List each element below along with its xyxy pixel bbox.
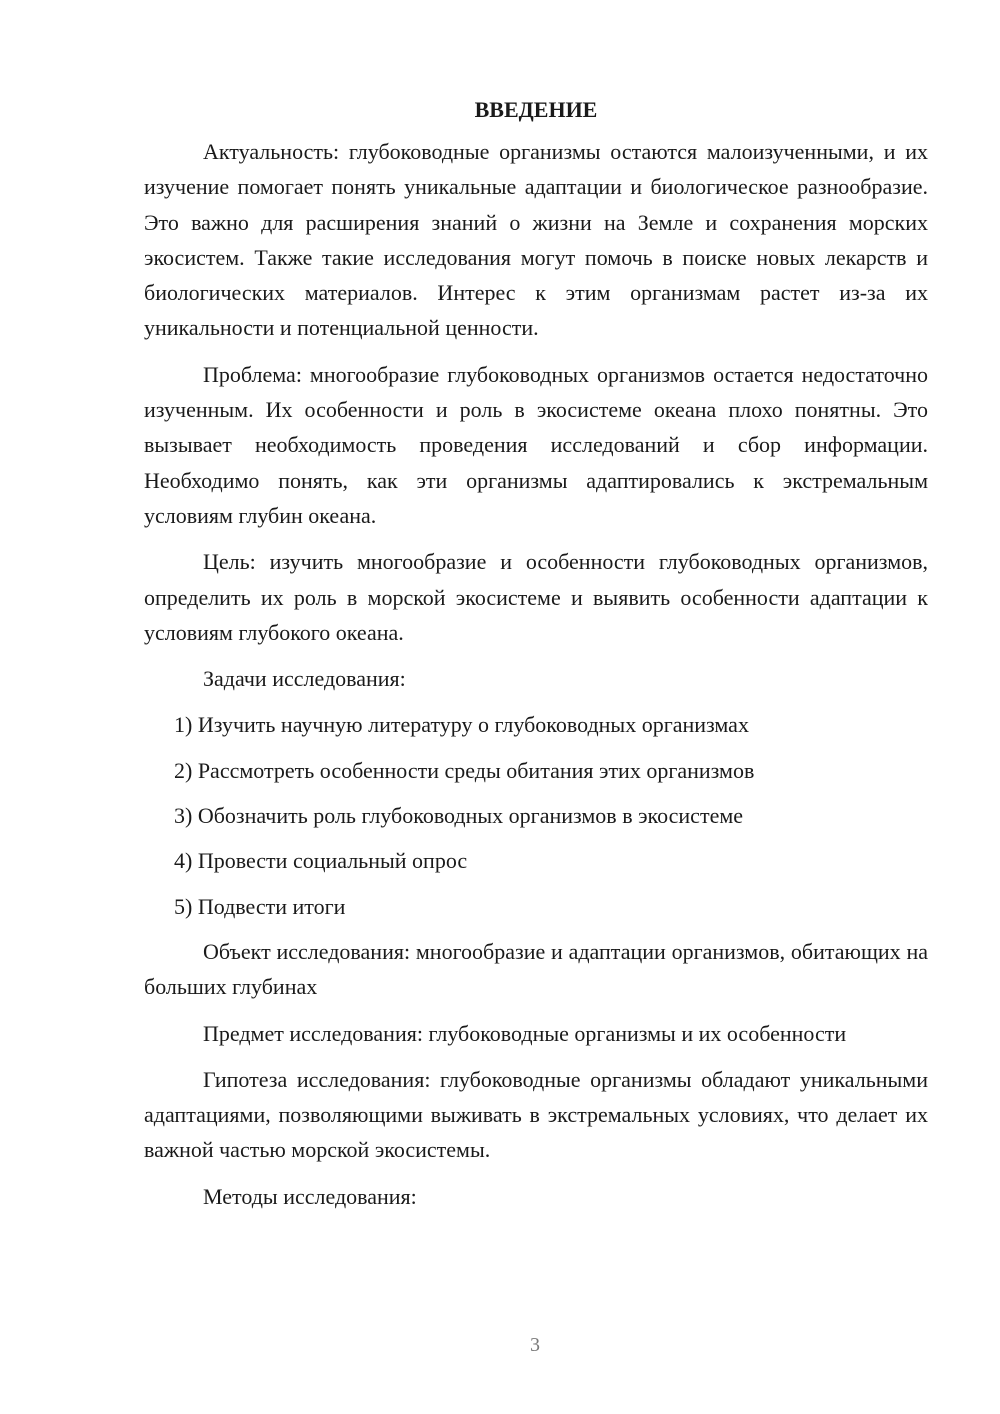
paragraph-problem: Проблема: многообразие глубоководных организмов остается недостаточно изученным. Их особенности и роль в экосистеме океана плохо понятны. Это вызывает необходимость проведения исследований и сбор информации. Необходимо понять, как эти организмы адаптировались к экстремальным условиям глубин океана. bbox=[144, 361, 928, 528]
tasks-list bbox=[144, 707, 928, 923]
list-item: 4) Провести социальный опрос bbox=[174, 848, 468, 874]
paragraph-goal: Цель: изучить многообразие и особенности глубоководных организмов, определить их роль в морской экосистеме и выявить особенности адаптации к условиям глубокого океана. bbox=[144, 549, 928, 645]
paragraph-methods-title: Методы исследования: bbox=[203, 1183, 417, 1209]
list-item: 5) Подвести итоги bbox=[174, 893, 346, 919]
list-item: 3) Обозначить роль глубоководных организмов в экосистеме bbox=[174, 803, 744, 829]
paragraph-subject: Предмет исследования: глубоководные организмы и их особенности bbox=[203, 1020, 847, 1046]
list-item: 1) Изучить научную литературу о глубоководных организмах bbox=[174, 712, 749, 738]
section-heading: ВВЕДЕНИЕ bbox=[474, 97, 598, 122]
paragraph-hypothesis: Гипотеза исследования: глубоководные организмы обладают уникальными адаптациями, позволяющими выживать в экстремальных условиях, что делает их важной частью морской экосистемы. bbox=[144, 1066, 928, 1163]
paragraph-relevance: Актуальность: глубоководные организмы остаются малоизученными, и их изучение помогает понять уникальные адаптации и биологическое разнообразие. Это важно для расширения знаний о жизни на Земле и сохранения морских экосистем. Также такие исследования могут помочь в поиске новых лекарств и биологических материалов. Интерес к этим организмам растет из-за их уникальности и потенциальной ценности. bbox=[144, 139, 928, 341]
page-number: 3 bbox=[530, 1334, 540, 1356]
list-item: 2) Рассмотреть особенности среды обитания этих организмов bbox=[174, 757, 755, 783]
page-content bbox=[144, 92, 928, 1225]
paragraph-tasks-title: Задачи исследования: bbox=[203, 666, 406, 692]
paragraph-object: Объект исследования: многообразие и адаптации организмов, обитающих на больших глубинах bbox=[144, 938, 928, 1000]
